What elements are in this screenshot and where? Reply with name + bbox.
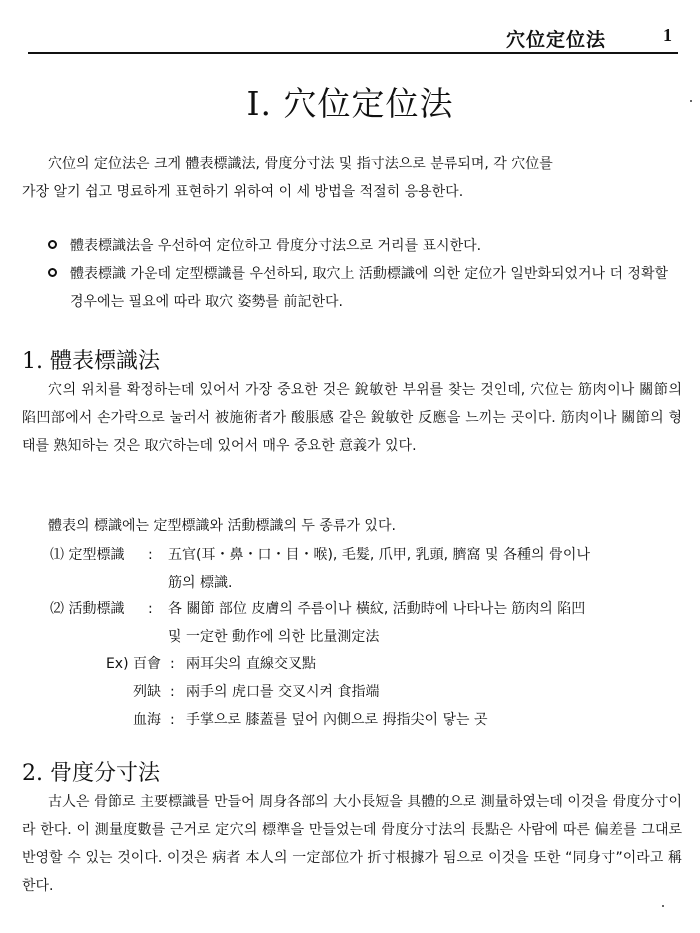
example-text: 兩手의 虎口를 交叉시켜 食指端: [186, 684, 380, 700]
section-2-heading: 2. 骨度分寸法: [22, 761, 160, 786]
example-colon: :: [170, 684, 175, 700]
running-title: 穴位定位法: [505, 29, 606, 51]
definition-motion-markers: [50, 595, 680, 651]
example-row: [0, 650, 690, 678]
marker-types-intro: 體表의 標識에는 定型標識와 活動標識의 두 종류가 있다.: [48, 518, 396, 534]
example-colon: :: [170, 712, 175, 728]
section-2-paragraph: 古人은 骨節로 主要標識를 만들어 周身各部의 大小長短을 具體的으로 測量하였는데 이것을 骨度分寸이라 한다. 이 測量度數를 근거로 定穴의 標準을 만들었는데 骨度分寸法의 長點은 사람에 따른 偏差를 그대로 반영할 수 있는 것이다. 이것은 病者 本人의 一定部位가 折寸根據가 됨으로 이것을 또한 “同身寸”이라고 稱한다.: [22, 794, 682, 894]
definition-colon: :: [148, 547, 153, 563]
bullet-list: [48, 232, 682, 316]
intro-line-2: 가장 알기 쉽고 명료하게 표현하기 위하여 이 세 방법을 적절히 응용한다.: [22, 184, 464, 200]
example-row: [0, 678, 690, 706]
definition-line: 各 關節 部位 皮膚의 주름이나 橫紋, 活動時에 나타나는 筋肉의 陷凹: [168, 601, 586, 617]
example-text: 手掌으로 膝蓋를 덮어 內側으로 拇指尖이 닿는 곳: [186, 712, 488, 728]
scan-speck: [662, 905, 664, 907]
bullet-text: 體表標識法을 우선하여 定位하고 骨度分寸法으로 거리를 표시한다.: [70, 238, 482, 254]
example-label: 列缺: [133, 684, 161, 700]
running-header: [28, 18, 678, 54]
circle-bullet-icon: [48, 240, 57, 249]
definition-fixed-markers: [50, 541, 680, 597]
example-label: Ex) 百會: [105, 656, 161, 672]
intro-paragraph: [22, 150, 682, 206]
page-number: 1: [663, 25, 672, 45]
definition-colon: :: [148, 601, 153, 617]
chapter-title: I. 穴位定位法: [246, 84, 454, 123]
definition-line: 및 一定한 動作에 의한 比量測定法: [168, 629, 380, 645]
definition-line: 筋의 標識.: [168, 575, 233, 591]
bullet-text: 體表標識 가운데 定型標識를 우선하되, 取穴上 活動標識에 의한 定位가 일반화되었거나 더 정확할 경우에는 필요에 따라 取穴 姿勢를 前記한다.: [70, 266, 669, 310]
circle-bullet-icon: [48, 268, 57, 277]
scan-speck: [690, 100, 692, 102]
definition-term: ⑵ 活動標識: [50, 601, 125, 617]
example-label: 血海: [133, 712, 161, 728]
definition-term: ⑴ 定型標識: [50, 547, 125, 563]
section-1-heading: 1. 體表標識法: [22, 349, 160, 374]
example-colon: :: [170, 656, 175, 672]
bullet-item: [48, 260, 682, 316]
definition-line: 五官(耳・鼻・口・目・喉), 毛髮, 爪甲, 乳頭, 臍窩 및 各種의 骨이나: [168, 547, 590, 563]
section-1-paragraph: 穴의 위치를 확정하는데 있어서 가장 중요한 것은 銳敏한 부위를 찾는 것인데, 穴位는 筋肉이나 關節의 陷凹部에서 손가락으로 눌러서 被施術者가 酸脹感 같은 銳敏한 反應을 느끼는 곳이다. 筋肉이나 關節의 형태를 熟知하는 것은 取穴하는데 있어서 매우 중요한 意義가 있다.: [22, 382, 682, 454]
bullet-item: [48, 232, 682, 260]
definition-body: [168, 541, 678, 597]
example-text: 兩耳尖의 直線交叉點: [186, 656, 316, 672]
intro-line-1: 穴位의 定位法은 크게 體表標識法, 骨度分寸法 및 指寸法으로 분류되며, 각 穴位를: [48, 156, 553, 172]
example-row: [0, 706, 690, 734]
definition-body: [168, 595, 678, 651]
